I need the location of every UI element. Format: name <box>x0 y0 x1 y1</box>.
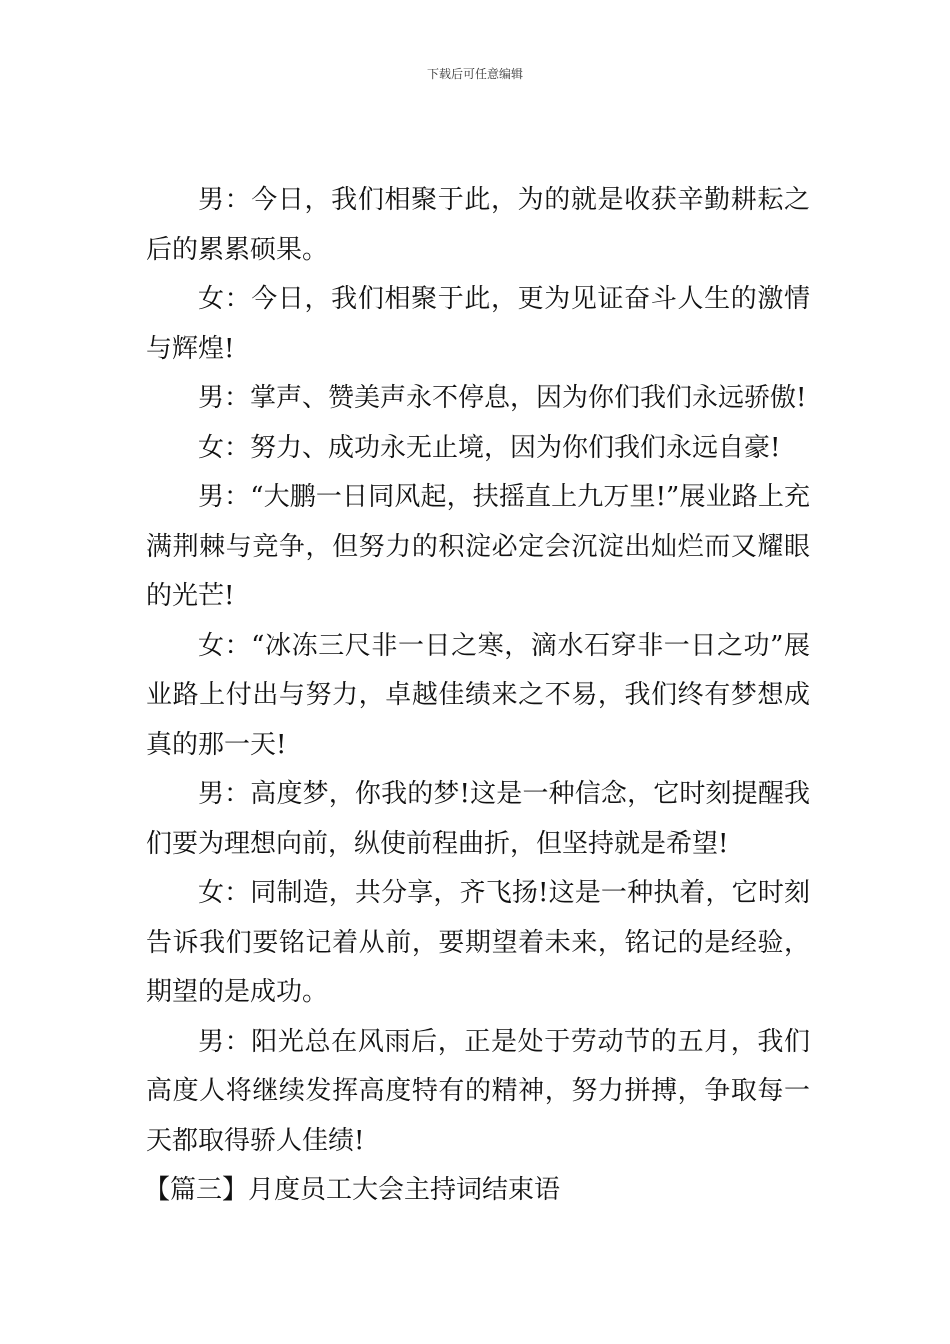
paragraph: 男：高度梦，你我的梦!这是一种信念，它时刻提醒我们要为理想向前，纵使前程曲折，但坚持就是希望! <box>146 779 810 859</box>
paragraph: 男：今日，我们相聚于此，为的就是收获辛勤耕耘之后的累累硕果。 <box>146 185 810 265</box>
document-body <box>146 176 810 1216</box>
paragraph: 女：努力、成功永无止境，因为你们我们永远自豪! <box>198 432 781 463</box>
paragraph: 男：掌声、赞美声永不停息，因为你们我们永远骄傲! <box>198 383 807 413</box>
paragraph: 女：同制造，共分享，齐飞扬!这是一种执着，它时刻告诉我们要铭记着从前，要期望着未来，铭记的是经验，期望的是成功。 <box>146 878 810 1007</box>
section-title: 【篇三】月度员工大会主持词结束语 <box>144 1175 561 1205</box>
paragraph: 男：“大鹏一日同风起，扶摇直上九万里!”展业路上充满荆棘与竞争，但努力的积淀必定会沉淀出灿烂而又耀眼的光芒! <box>146 482 810 611</box>
paragraph: 女：“冰冻三尺非一日之寒，滴水石穿非一日之功”展业路上付出与努力，卓越佳绩来之不易，我们终有梦想成真的那一天! <box>146 630 810 760</box>
paragraph: 男：阳光总在风雨后，正是处于劳动节的五月，我们高度人将继续发挥高度特有的精神，努力拼搏，争取每一天都取得骄人佳绩! <box>146 1026 810 1156</box>
page-header-note: 下载后可任意编辑 <box>426 67 523 81</box>
paragraph: 女：今日，我们相聚于此，更为见证奋斗人生的激情与辉煌! <box>146 284 810 364</box>
